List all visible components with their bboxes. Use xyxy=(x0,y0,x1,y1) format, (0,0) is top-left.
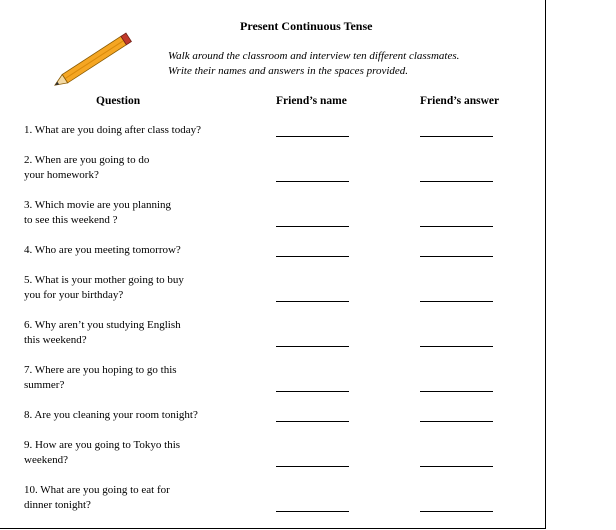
instructions xyxy=(168,49,459,79)
friend-answer-blank[interactable] xyxy=(420,301,493,302)
friend-answer-blank[interactable] xyxy=(420,181,493,182)
friend-answer-blank[interactable] xyxy=(420,466,493,467)
friend-answer-blank[interactable] xyxy=(420,421,493,422)
friend-answer-blank[interactable] xyxy=(420,226,493,227)
column-header-friend-answer: Friend’s answer xyxy=(420,95,500,107)
question-text: 1. What are you doing after class today? xyxy=(24,124,201,136)
question-text: 6. Why aren’t you studying English this weekend? xyxy=(24,319,181,346)
friend-name-blank[interactable] xyxy=(276,301,349,302)
friend-name-blank[interactable] xyxy=(276,346,349,347)
instructions-line-1: Walk around the classroom and interview ten different classmates. xyxy=(168,50,460,62)
question-text: 10. What are you going to eat for dinner tonight? xyxy=(24,484,170,511)
worksheet-title: Present Continuous Tense xyxy=(240,19,373,33)
question-text: 5. What is your mother going to buy you for your birthday? xyxy=(24,274,184,301)
friend-answer-blank[interactable] xyxy=(420,511,493,512)
question-text: 9. How are you going to Tokyo this weekend? xyxy=(24,439,181,466)
question-text: 4. Who are you meeting tomorrow? xyxy=(24,244,181,256)
friend-name-blank[interactable] xyxy=(276,421,349,422)
question-text: 7. Where are you hoping to go this summer? xyxy=(24,364,177,391)
friend-name-blank[interactable] xyxy=(276,466,349,467)
friend-name-blank[interactable] xyxy=(276,511,349,512)
column-header-friend-name: Friend’s name xyxy=(276,95,347,107)
friend-name-blank[interactable] xyxy=(276,136,349,137)
friend-name-blank[interactable] xyxy=(276,181,349,182)
friend-answer-blank[interactable] xyxy=(420,346,493,347)
question-text: 2. When are you going to do your homework? xyxy=(24,154,150,181)
friend-name-blank[interactable] xyxy=(276,256,349,257)
question-text: 3. Which movie are you planning to see this weekend ? xyxy=(24,199,172,226)
friend-answer-blank[interactable] xyxy=(420,391,493,392)
question-text: 8. Are you cleaning your room tonight? xyxy=(24,409,198,421)
column-header-question: Question xyxy=(96,95,141,107)
friend-answer-blank[interactable] xyxy=(420,136,493,137)
instructions-line-2: Write their names and answers in the spaces provided. xyxy=(168,65,409,77)
friend-name-blank[interactable] xyxy=(276,391,349,392)
pencil-icon xyxy=(44,28,144,94)
friend-answer-blank[interactable] xyxy=(420,256,493,257)
friend-name-blank[interactable] xyxy=(276,226,349,227)
